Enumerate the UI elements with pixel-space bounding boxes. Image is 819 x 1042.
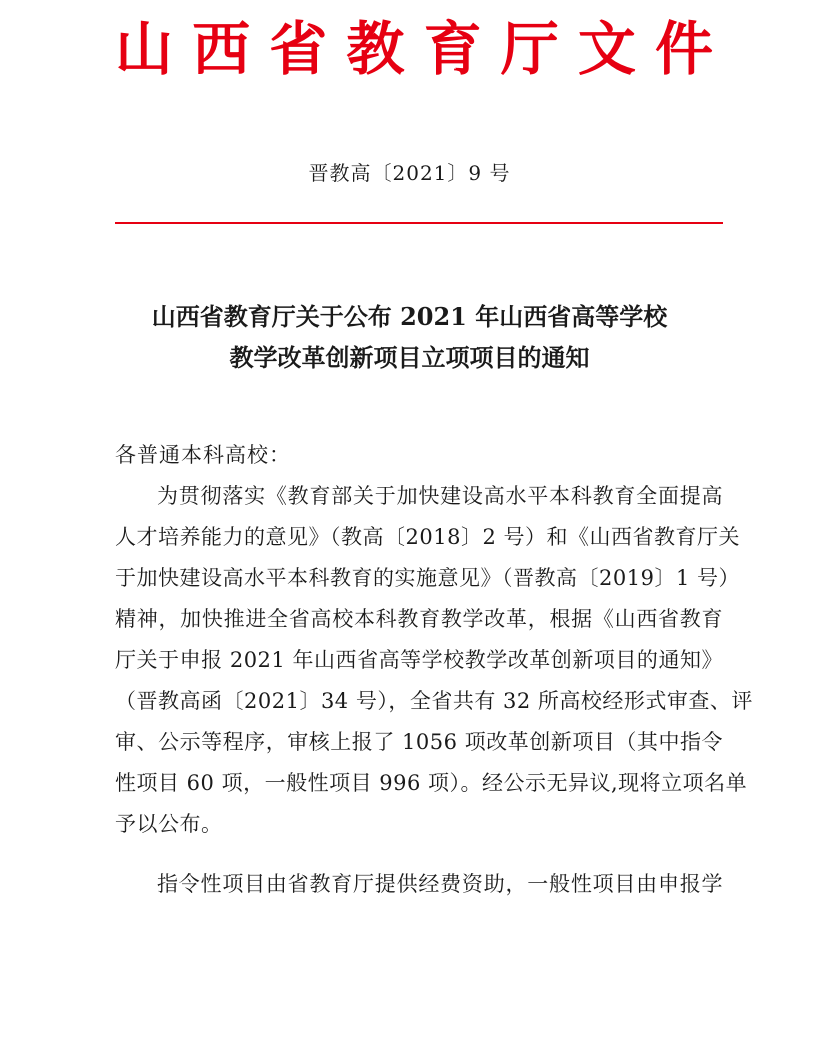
salutation: 各普通本科高校： bbox=[115, 443, 291, 467]
body-line: 审、公示等程序，审核上报了 1056 项改革创新项目（其中指令 bbox=[115, 730, 723, 754]
masthead-title: 山西省教育厅文件 bbox=[115, 15, 715, 83]
body-line: 予以公布。 bbox=[115, 812, 223, 836]
body-line: 精神，加快推进全省高校本科教育教学改革，根据《山西省教育 bbox=[115, 607, 723, 631]
body-line: 为贯彻落实《教育部关于加快建设高水平本科教育全面提高 bbox=[157, 484, 723, 508]
body-line: 指令性项目由省教育厅提供经费资助，一般性项目由申报学 bbox=[157, 872, 723, 896]
red-divider-line bbox=[115, 222, 723, 224]
notice-title-line-1: 山西省教育厅关于公布 2021 年山西省高等学校 bbox=[151, 302, 668, 331]
body-line: 厅关于申报 2021 年山西省高等学校教学改革创新项目的通知》 bbox=[115, 648, 723, 672]
document-number: 晋教高〔2021〕9 号 bbox=[308, 161, 511, 185]
body-line: 人才培养能力的意见》（教高〔2018〕2 号）和《山西省教育厅关 bbox=[115, 525, 740, 549]
notice-title-line-2: 教学改革创新项目立项项目的通知 bbox=[229, 343, 590, 372]
body-line: 性项目 60 项，一般性项目 996 项）。经公示无异议,现将立项名单 bbox=[115, 771, 748, 795]
body-line: （晋教高函〔2021〕34 号），全省共有 32 所高校经形式审查、评 bbox=[115, 689, 753, 713]
body-line: 于加快建设高水平本科教育的实施意见》（晋教高〔2019〕1 号） bbox=[115, 566, 740, 590]
